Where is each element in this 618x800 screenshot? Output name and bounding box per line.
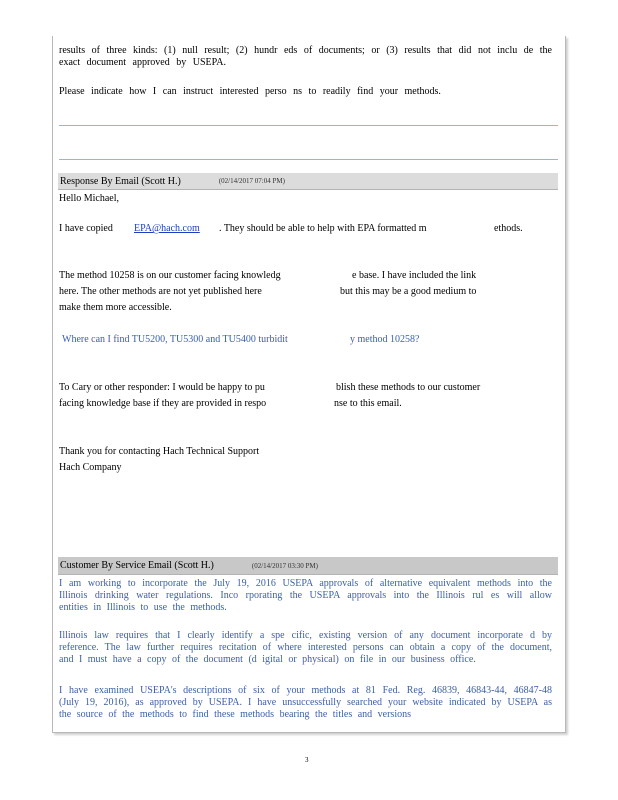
copied-suffix: . They should be able to help with EPA formatted m [219, 223, 427, 234]
customer-paragraph: I have examined USEPA's descriptions of six of your methods at 81 Fed. Reg. 46839, 46843-44, 46847-48 (July 19, 2016), as approved by USEPA. I have unsuccessfully searched your website indicated by USEPA as the source of the methods to find these methods bearing the titles and versions [59, 685, 552, 720]
customer-date: (02/14/2017 03:30 PM) [251, 561, 318, 570]
response-section-header [58, 173, 558, 190]
kb-paragraph-line: e base. I have included the link [352, 270, 477, 281]
email-link[interactable]: EPA@hach.com [134, 223, 200, 234]
kb-paragraph-line: make them more accessible. [59, 302, 172, 313]
publish-paragraph-line: nse to this email. [334, 398, 402, 409]
divider [59, 159, 558, 160]
publish-paragraph-line: To Cary or other responder: I would be happy to pu [59, 382, 265, 393]
copied-prefix: I have copied [59, 223, 113, 234]
copied-suffix-end: ethods. [494, 223, 523, 234]
knowledge-base-link[interactable]: Where can I find TU5200, TU5300 and TU5400 turbidit [62, 334, 288, 345]
customer-paragraph: Illinois law requires that I clearly identify a spe cific, existing version of any document incorporate d by reference. The law further requires recitation of where interested persons can obtain a copy of the document, and I must have a copy of the document (d igital or physical) on file in our business office. [59, 630, 552, 665]
response-title: Response By Email (Scott H.) [60, 175, 181, 187]
customer-title: Customer By Service Email (Scott H.) [60, 560, 214, 571]
signoff-line: Thank you for contacting Hach Technical Support [59, 446, 260, 457]
divider [59, 125, 558, 126]
kb-paragraph-line: but this may be a good medium to [340, 286, 477, 297]
knowledge-base-link-end[interactable]: y method 10258? [350, 334, 420, 345]
publish-paragraph-line: blish these methods to our customer [336, 382, 481, 393]
publish-paragraph-line: facing knowledge base if they are provided in respo [59, 398, 267, 409]
top-fragment-request: Please indicate how I can instruct interested perso ns to readily find your methods. [59, 86, 441, 97]
kb-paragraph-line: here. The other methods are not yet published here [59, 286, 262, 297]
top-fragment-paragraph: results of three kinds: (1) null result; (2) hundr eds of documents; or (3) results that did not inclu de the exact document approved by USEPA. [59, 45, 552, 68]
signoff-company: Hach Company [59, 462, 122, 473]
page-number: 3 [305, 756, 309, 764]
greeting: Hello Michael, [59, 193, 119, 204]
customer-paragraph: I am working to incorporate the July 19, 2016 USEPA approvals of alternative equivalent methods into the Illinois drinking water regulations. Inco rporating the USEPA approvals into the Illinois rul es will allow entities in Illinois to use the methods. [59, 578, 552, 613]
kb-paragraph-line: The method 10258 is on our customer facing knowledg [59, 270, 281, 281]
response-date: (02/14/2017 07:04 PM) [218, 177, 285, 185]
customer-section-header [58, 557, 558, 575]
